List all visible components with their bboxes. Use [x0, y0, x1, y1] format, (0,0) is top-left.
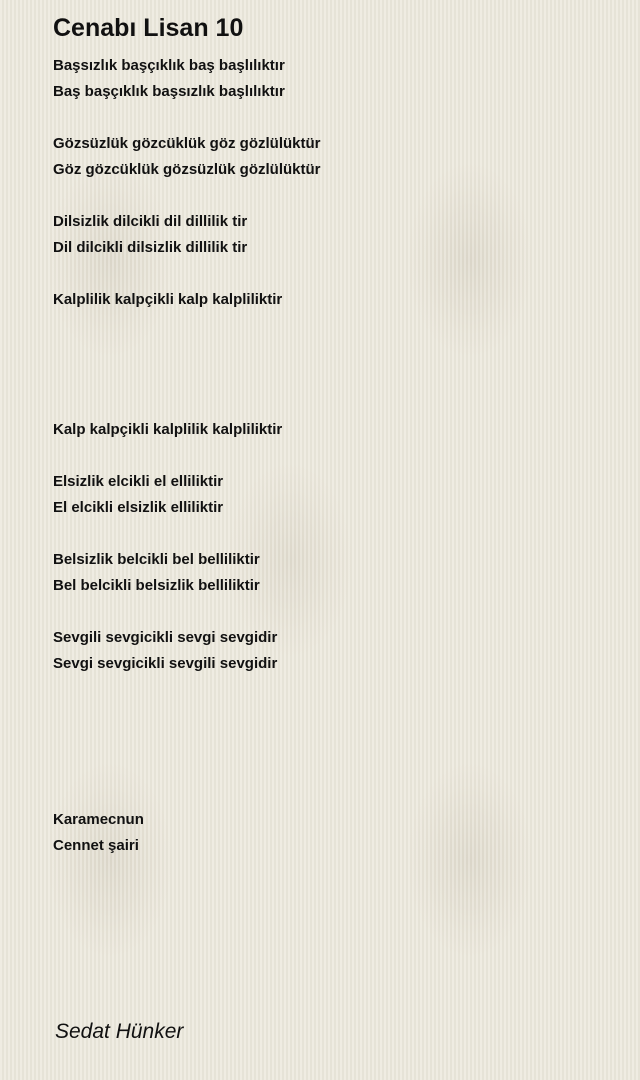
poem-line: Göz gözcüklük gözsüzlük gözlülüktür [53, 161, 321, 178]
poem-line: Kalp kalpçikli kalplilik kalpliliktir [53, 421, 283, 438]
stanza [53, 53, 613, 105]
stanza [53, 287, 613, 313]
poem-line: Karamecnun [53, 811, 144, 828]
stanza [53, 469, 613, 521]
poem-line: Elsizlik elcikli el elliliktir [53, 473, 224, 490]
poem-line: El elcikli elsizlik elliliktir [53, 499, 224, 516]
poem-line: Başsızlık başçıklık baş başlılıktır [53, 57, 285, 74]
poem-page [53, 10, 613, 859]
poem-line: Dilsizlik dilcikli dil dillilik tir [53, 213, 248, 230]
stanza [53, 417, 613, 443]
poem-line: Baş başçıklık başsızlık başlılıktır [53, 83, 285, 100]
poem-body [53, 53, 613, 859]
stanza [53, 131, 613, 183]
poem-line: Dil dilcikli dilsizlik dillilik tir [53, 239, 248, 256]
poem-title: Cenabı Lisan 10 [53, 14, 244, 42]
poem-line: Belsizlik belcikli bel belliliktir [53, 551, 260, 568]
author-name: Sedat Hünker [55, 1020, 184, 1043]
poem-line: Sevgi sevgicikli sevgili sevgidir [53, 655, 278, 672]
stanza [53, 625, 613, 677]
stanza [53, 209, 613, 261]
poem-line: Sevgili sevgicikli sevgi sevgidir [53, 629, 278, 646]
poem-line: Gözsüzlük gözcüklük göz gözlülüktür [53, 135, 321, 152]
poem-line: Cennet şairi [53, 837, 139, 854]
stanza [53, 547, 613, 599]
signature-stanza [53, 807, 613, 859]
poem-line: Kalplilik kalpçikli kalp kalpliliktir [53, 291, 283, 308]
poem-line: Bel belcikli belsizlik belliliktir [53, 577, 260, 594]
